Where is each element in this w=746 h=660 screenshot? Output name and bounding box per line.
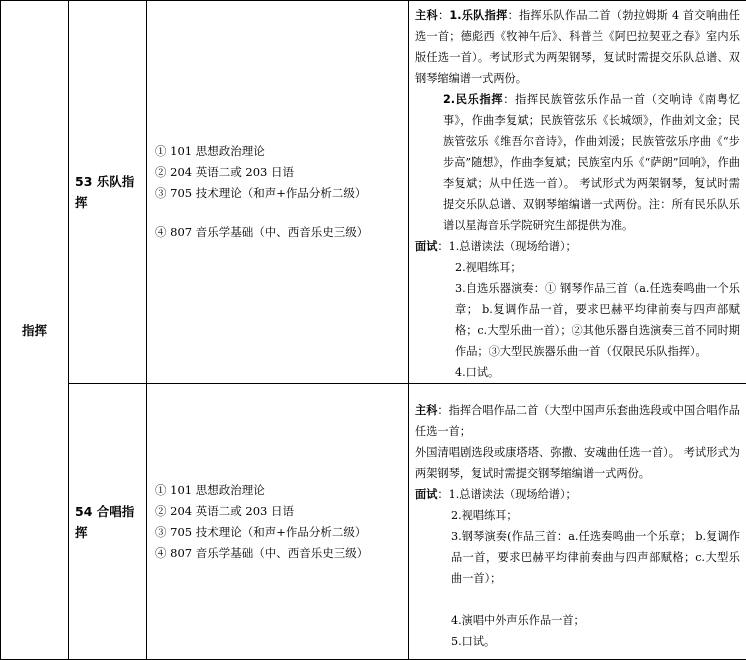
major-name: 指挥 [1, 321, 68, 339]
interview-item: 2.视唱练耳； [415, 505, 740, 526]
main-subject-item-1: 主科：1.乐队指挥：指挥乐队作品二首（勃拉姆斯 4 首交响曲任选一首；德彪西《牧神午后》、科普兰《阿巴拉契亚之春》室内乐版任选一首）。考试形式为两架钢琴，复试时需提交乐队总谱、双钢琴缩编谱一式两份。 [415, 5, 740, 89]
exam-subject: ② 204 英语二或 203 日语 [155, 501, 408, 522]
table-row [1, 1, 746, 384]
major-cell [1, 1, 69, 660]
interview-item: 3.自选乐器演奏：① 钢琴作品三首（a.任选奏鸣曲一个乐章； b.复调作品一首，要求巴赫平均律前奏与四声部赋格；c.大型乐曲一首）；②其他乐器自选演奏三首不同时期作品；③大型民族器乐曲一首（仅限民乐队指挥）。 [415, 278, 740, 362]
requirements-text [409, 392, 746, 652]
exam-subjects-list [147, 480, 408, 564]
interview-label: 面试 [415, 488, 437, 501]
main-subject-item-label: 2.民乐指挥 [443, 93, 503, 106]
requirements-text [409, 2, 746, 383]
interview-item: 4.口试。 [415, 362, 740, 383]
exam-subjects-cell [147, 384, 409, 660]
interview-item: 面试：1.总谱读法（现场给谱）； [415, 236, 740, 257]
exam-subject: ④ 807 音乐学基础（中、西音乐史三级） [155, 222, 408, 243]
main-subject-item: 外国清唱剧选段或康塔塔、弥撒、安魂曲任选一首）。 考试形式为两架钢琴，复试时需提交钢琴缩编谱一式两份。 [415, 442, 740, 484]
requirements-cell [409, 384, 746, 660]
exam-subject: ① 101 思想政治理论 [155, 480, 408, 501]
main-subject-item-text: ：指挥民族管弦乐作品一首（交响诗《南粤忆事》，作曲李复斌；民族管弦乐《长城颂》，作曲刘文金；民族管弦乐《维吾尔音诗》，作曲刘湲；民族管弦乐序曲《“步步高”随想》，作曲李复斌；民族室内乐《“萨朗”回响》，作曲李复斌；从中任选一首）。 考试形式为两架钢琴，复试时需提交乐队总谱、双钢琴缩编谱一式两份。注：所有民乐队乐谱以星海音乐学院研究生部提供为准。 [443, 93, 740, 232]
main-subject-label: 主科 [415, 404, 437, 417]
interview-item: 面试：1.总谱读法（现场给谱）； [415, 484, 740, 505]
exam-subject: ③ 705 技术理论（和声+作品分析二级） [155, 522, 408, 543]
exam-subject: ② 204 英语二或 203 日语 [155, 162, 408, 183]
exam-subject: ④ 807 音乐学基础（中、西音乐史三级） [155, 543, 408, 564]
direction-cell [69, 384, 147, 660]
main-subject-item [415, 400, 740, 442]
table-row [1, 384, 746, 660]
main-subject-item-text: ：指挥乐队作品二首（勃拉姆斯 4 首交响曲任选一首；德彪西《牧神午后》、科普兰《阿巴拉契亚之春》室内乐版任选一首）。考试形式为两架钢琴，复试时需提交乐队总谱、双钢琴缩编谱一式两份。 [415, 9, 740, 85]
direction-name: 54 合唱指挥 [69, 501, 146, 543]
interview-item: 4.演唱中外声乐作品一首； [415, 610, 740, 631]
exam-subject: ① 101 思想政治理论 [155, 141, 408, 162]
requirements-cell [409, 1, 746, 384]
main-subject-text: ：指挥合唱作品二首（大型中国声乐套曲选段或中国合唱作品任选一首； [415, 404, 740, 438]
spacer [415, 589, 740, 610]
interview-label: 面试 [415, 240, 437, 253]
exam-subjects-list [147, 141, 408, 243]
interview-item: 3.钢琴演奏(作品三首：a.任选奏鸣曲一个乐章； b.复调作品一首，要求巴赫平均律前奏曲与四声部赋格；c.大型乐曲一首）； [415, 526, 740, 589]
main-subject-label: 主科 [415, 9, 438, 22]
direction-cell [69, 1, 147, 384]
direction-name: 53 乐队指挥 [69, 171, 146, 213]
main-subject-item-2 [415, 89, 740, 236]
main-subject-item-label: 1.乐队指挥 [449, 9, 507, 22]
exam-subject: ③ 705 技术理论（和声+作品分析二级） [155, 183, 408, 204]
interview-item: 5.口试。 [415, 631, 740, 652]
interview-item: 2.视唱练耳； [415, 257, 740, 278]
exam-subjects-cell [147, 1, 409, 384]
